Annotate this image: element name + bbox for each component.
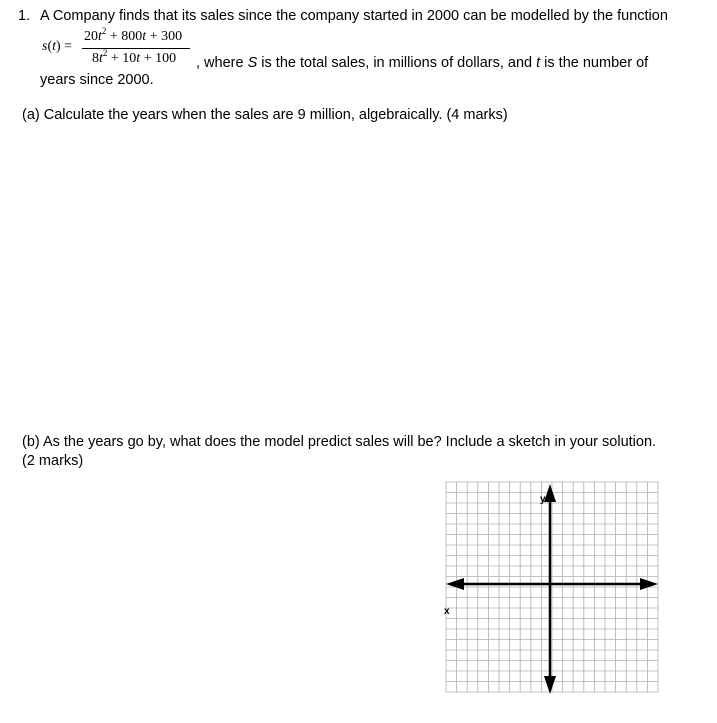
function-numerator: $20t^2 + 800t + 300$ <box>84 26 183 44</box>
x-axis-label: x <box>444 606 450 617</box>
y-axis-arrow-down <box>544 676 556 694</box>
question-continuation: years since 2000. <box>40 72 154 88</box>
part-b-prompt: (b) As the years go by, what does the model predict sales will be? Include a sketch in your solution. <box>22 434 657 450</box>
x-axis-arrow-left <box>446 578 464 590</box>
x-axis-arrow-right <box>640 578 658 590</box>
part-a-prompt: (a) Calculate the years when the sales are 9 million, algebraically. (4 marks) <box>22 107 508 123</box>
function-lhs: s(t) = <box>42 39 73 54</box>
part-b-marks: (2 marks) <box>22 453 84 469</box>
function-denominator: $8t^2 + 10t + 100$ <box>92 48 177 66</box>
coordinate-grid <box>440 478 662 698</box>
y-axis-label: y <box>540 494 546 505</box>
fraction-bar <box>82 48 190 49</box>
question-number: 1. <box>18 8 31 24</box>
y-axis-arrow-up <box>544 484 556 502</box>
question-after-function: , where S is the total sales, in millions of dollars, and t is the number of <box>196 55 649 71</box>
question-intro: A Company finds that its sales since the company started in 2000 can be modelled by the function <box>40 8 668 24</box>
